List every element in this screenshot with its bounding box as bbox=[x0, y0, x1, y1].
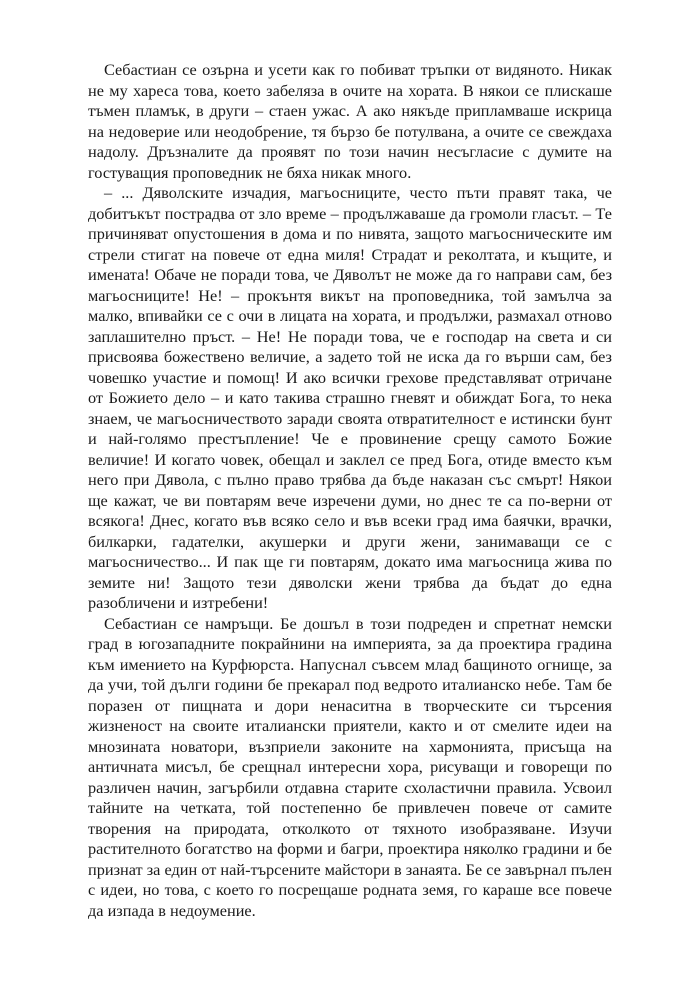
page-text bbox=[88, 60, 612, 921]
paragraph-1: Себастиан се озърна и усети как го побиват тръпки от видяното. Никак не му хареса това, което забеляза в очите на хората. В някои се плискаше тъмен пламък, в други – стаен ужас. А ако някъде припламваше искрица на недоверие или неодобрение, тя бързо бе потулвана, а очите се свеждаха надолу. Дръзналите да проявят по този начин несъгласие с думите на гостуващия проповедник не бяха никак много. bbox=[88, 60, 612, 182]
paragraph-3: Себастиан се намръщи. Бе дошъл в този подреден и спретнат немски град в югозападните покрайнини на империята, за да проектира градина към имението на Курфюрста. Напуснал съвсем млад бащиното огнище, за да учи, той дълги години бе прекарал под ведрото италианско небе. Там бе поразен от пищната и дори ненаситна в творческите си търсения жизненост на своите италиански приятели, както и от смелите идеи на мнозината новатори, възприели законите на хармонията, присъща на античната мисъл, бе срещнал интересни хора, рисуващи и говорещи по различен начин, загърбили отдавна старите схоластични правила. Усвоил тайните на четката, той постепенно бе привлечен повече от самите творения на природата, отколкото от тяхното изобразяване. Изучи растителното богатство на форми и багри, проектира няколко градини и бе признат за един от най-търсените майстори в занаята. Бе се завърнал пълен с идеи, но това, с което го посрещаше родната земя, го караше все повече да изпада в недоумение. bbox=[88, 613, 612, 920]
paragraph-2: – ... Дяволските изчадия, магьосниците, често пъти правят така, че добитъкът пострадва от зло време – продължаваше да громоли гласът. – Те причиняват опустошения в дома и по нивята, защото магьосническите им стрели стигат на повече от една миля! Страдат и реколтата, и къщите, и имената! Обаче не поради това, че Дяволът не може да го направи сам, без магьосниците! Не! – прокънтя викът на проповедника, той замълча за малко, впивайки се с очи в лицата на хората, и продължи, размахал отново заплашително пръст. – Не! Не поради това, че е господар на света и си присвоява божествено величие, а задето той не иска да го върши сам, без човешко участие и помощ! И ако всички грехове представляват отричане от Божието дело – и като такива страшно гневят и обиждат Бога, то нека знаем, че магьосничеството заради своята отвратителност е истински бунт и най-голямо престъпление! Че е провинение срещу самото Божие величие! И когато човек, обещал и заклел се пред Бога, отиде вместо към него при Дявола, с пълно право трябва да бъде наказан със смърт! Някои ще кажат, че ви повтарям вече изречени думи, но днес те са по-верни от всякога! Днес, когато във всяко село и във всеки град има баячки, врачки, билкарки, гадателки, акушерки и други жени, занимаващи се с магьосничество... И пак ще ги повтарям, докато има магьосница жива по земите ни! Защото тези дяволски жени трябва да бъдат до една разобличени и изтребени! bbox=[88, 183, 612, 612]
